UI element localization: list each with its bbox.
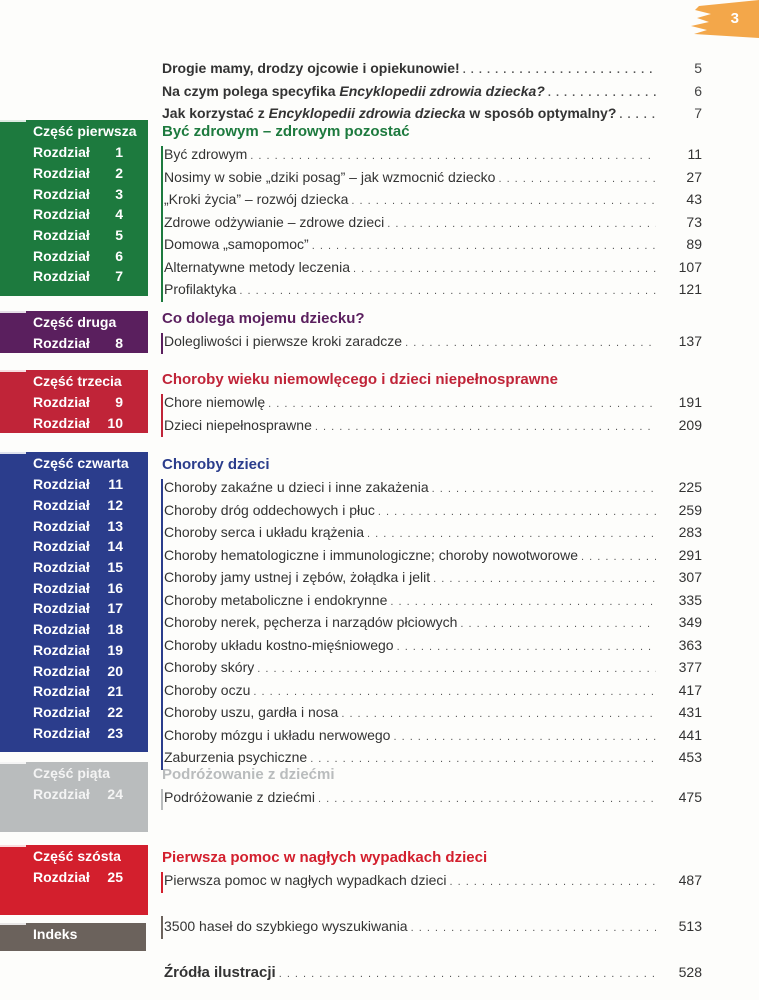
toc-title: Choroby nerek, pęcherza i narządów płciowych <box>164 614 458 630</box>
section-body <box>162 962 702 985</box>
section-rule <box>161 872 163 893</box>
toc-row[interactable] <box>164 870 702 893</box>
page-ref: 417 <box>678 681 702 698</box>
leader-dots <box>268 394 656 415</box>
section-heading: Co dolega mojemu dziecku? <box>162 310 365 327</box>
page-ref: 335 <box>678 591 702 608</box>
leader-dots <box>397 637 656 658</box>
chapter-word: Rozdział <box>33 703 90 720</box>
sidebar-stub <box>0 311 26 313</box>
chapter-number: 2 <box>115 165 123 182</box>
part-title: Część szósta <box>33 848 121 864</box>
sidebar-stub <box>0 923 26 925</box>
leader-dots <box>463 60 656 81</box>
intro-row[interactable] <box>162 81 702 104</box>
toc-title: Choroby oczu <box>164 681 251 698</box>
toc-row[interactable] <box>164 657 702 680</box>
page-ref: 137 <box>678 333 702 349</box>
chapter-number: 13 <box>107 517 123 534</box>
chapter-word: Rozdział <box>33 335 90 352</box>
chapter-number: 24 <box>107 786 123 803</box>
chapter-label[interactable] <box>0 183 148 204</box>
leader-dots <box>341 704 656 725</box>
chapter-number: 21 <box>107 683 123 700</box>
toc-title: Choroby mózgu i układu nerwowego <box>164 726 391 743</box>
toc-title: Dzieci niepełnosprawne <box>164 416 312 433</box>
leader-dots <box>353 259 656 280</box>
leader-dots <box>432 479 656 500</box>
leader-dots <box>250 146 656 167</box>
toc-title: Zaburzenia psychiczne <box>164 749 308 765</box>
section-s6 <box>162 848 702 893</box>
toc-title: Choroby skóry <box>164 659 255 675</box>
page-ref: 283 <box>678 524 702 540</box>
toc-row[interactable] <box>164 189 702 212</box>
chapter-word: Rozdział <box>33 869 90 886</box>
chapter-label[interactable] <box>0 333 148 354</box>
leader-dots <box>239 281 656 302</box>
leader-dots <box>312 236 656 257</box>
toc-title: Choroby serca i układu krążenia <box>164 524 364 540</box>
page-ref: 528 <box>678 964 702 980</box>
toc-title: 3500 haseł do szybkiego wyszukiwania <box>164 918 408 934</box>
chapter-label[interactable] <box>0 225 148 246</box>
leader-dots <box>367 524 656 545</box>
toc-row[interactable] <box>164 500 702 523</box>
chapter-word: Rozdział <box>33 621 90 638</box>
leader-dots <box>433 569 656 590</box>
chapter-label[interactable] <box>0 598 148 619</box>
toc-row[interactable] <box>164 415 702 438</box>
chapter-label[interactable] <box>0 640 148 661</box>
toc-row[interactable] <box>164 567 702 590</box>
chapter-label[interactable] <box>0 867 148 888</box>
toc-title: „Kroki życia” – rozwój dziecka <box>164 191 349 207</box>
leader-dots <box>460 614 656 635</box>
intro-title: Drogie mamy, drodzy ojcowie i opiekunowie! <box>162 60 460 76</box>
leader-dots <box>351 191 656 212</box>
page-ref: 121 <box>678 281 702 297</box>
chapter-label[interactable] <box>0 660 148 681</box>
leader-dots <box>253 682 656 703</box>
chapter-label[interactable] <box>0 702 148 723</box>
toc-row[interactable] <box>164 590 702 613</box>
part-title: Indeks <box>33 926 78 942</box>
section-s1 <box>162 122 702 302</box>
chapter-word: Rozdział <box>33 579 90 596</box>
toc-row[interactable] <box>164 167 702 190</box>
chapter-word: Rozdział <box>33 641 90 658</box>
toc-row[interactable] <box>164 257 702 280</box>
chapter-number: 16 <box>107 579 123 596</box>
sidebar-part4-box[interactable] <box>0 452 148 752</box>
chapter-word: Rozdział <box>33 247 90 264</box>
toc-row[interactable] <box>164 279 702 302</box>
page-ref: 475 <box>678 789 702 805</box>
page-ref: 27 <box>686 168 702 185</box>
section-s3 <box>162 370 702 437</box>
toc-title: Profilaktyka <box>164 281 237 297</box>
chapter-word: Rozdział <box>33 559 90 576</box>
section-s7 <box>162 916 702 939</box>
page-ref: 307 <box>678 569 702 585</box>
toc-title: Choroby jamy ustnej i zębów, żołądka i jelit <box>164 569 431 585</box>
leader-dots <box>387 214 656 235</box>
chapter-label[interactable] <box>0 163 148 184</box>
leader-dots <box>581 547 656 568</box>
toc-title: Domowa „samopomoc” <box>164 236 309 252</box>
chapter-number: 23 <box>107 724 123 741</box>
chapter-label[interactable] <box>0 681 148 702</box>
toc-title: Dolegliwości i pierwsze kroki zaradcze <box>164 333 403 349</box>
chapter-word: Rozdział <box>33 724 90 741</box>
page-ref: 291 <box>678 546 702 563</box>
leader-dots <box>393 727 656 748</box>
sidebar-stub <box>0 762 26 764</box>
sidebar-part3-box[interactable] <box>0 370 148 433</box>
chapter-label[interactable] <box>0 536 148 557</box>
chapter-label[interactable] <box>0 204 148 225</box>
toc-row[interactable] <box>164 392 702 415</box>
section-rule <box>161 146 163 302</box>
chapter-label[interactable] <box>0 392 148 413</box>
chapter-word: Rozdział <box>33 268 90 285</box>
chapter-label[interactable] <box>0 722 148 743</box>
toc-title: Chore niemowlę <box>164 394 266 410</box>
section-heading: Choroby wieku niemowlęcego i dzieci niepełnosprawne <box>162 371 558 388</box>
page-ref: 43 <box>686 191 702 207</box>
chapter-label[interactable] <box>0 266 148 287</box>
section-body <box>162 916 702 939</box>
chapter-word: Rozdział <box>33 538 90 555</box>
toc-row[interactable] <box>164 612 702 635</box>
leader-dots <box>390 592 656 613</box>
chapter-number: 3 <box>115 185 123 202</box>
chapter-number: 14 <box>107 538 123 555</box>
intro-row[interactable] <box>162 58 702 81</box>
page-ref: 89 <box>686 236 702 252</box>
chapter-word: Rozdział <box>33 600 90 617</box>
chapter-number: 4 <box>115 206 123 223</box>
page-ref: 513 <box>678 918 702 934</box>
section-body <box>162 477 702 770</box>
toc-row[interactable] <box>164 477 702 500</box>
chapter-word: Rozdział <box>33 662 90 679</box>
chapter-word: Rozdział <box>33 497 90 514</box>
intro-block <box>162 58 702 126</box>
toc-row[interactable] <box>164 916 702 939</box>
page-ref: 73 <box>686 213 702 230</box>
section-body <box>162 870 702 893</box>
chapter-word: Rozdział <box>33 227 90 244</box>
toc-title: Pierwsza pomoc w nagłych wypadkach dzieci <box>164 872 447 888</box>
chapter-label[interactable] <box>0 142 148 163</box>
chapter-word: Rozdział <box>33 206 90 223</box>
leader-dots <box>279 964 656 985</box>
toc-title: Choroby układu kostno-mięśniowego <box>164 636 394 653</box>
toc-row[interactable] <box>164 962 702 985</box>
sidebar-stub <box>0 120 26 122</box>
chapter-label[interactable] <box>0 557 148 578</box>
toc-title: Zdrowe odżywianie – zdrowe dzieci <box>164 213 385 230</box>
chapter-number: 25 <box>107 869 123 886</box>
page-ref: 6 <box>694 82 702 99</box>
page-ref: 487 <box>678 872 702 888</box>
chapter-label[interactable] <box>0 619 148 640</box>
section-rule <box>161 789 163 810</box>
chapter-number: 11 <box>108 476 123 493</box>
section-heading: Podróżowanie z dziećmi <box>162 766 335 783</box>
leader-dots <box>449 872 656 893</box>
chapter-number: 8 <box>115 335 123 352</box>
leader-dots <box>315 417 656 438</box>
leader-dots <box>378 502 656 523</box>
chapter-word: Rozdział <box>33 165 90 182</box>
section-body <box>162 392 702 437</box>
section-body <box>162 144 702 302</box>
chapter-number: 9 <box>115 394 123 411</box>
toc-row[interactable] <box>164 545 702 568</box>
part-title: Część piąta <box>33 765 111 781</box>
section-body <box>162 331 702 354</box>
chapter-label[interactable] <box>0 245 148 266</box>
chapter-label[interactable] <box>0 515 148 536</box>
page-ref: 225 <box>678 479 702 495</box>
chapter-number: 17 <box>107 600 123 617</box>
page-ref: 11 <box>687 146 702 162</box>
chapter-word: Rozdział <box>33 415 90 432</box>
toc-title: Podróżowanie z dziećmi <box>164 789 315 805</box>
section-s5 <box>162 765 702 810</box>
chapter-label[interactable] <box>0 474 148 495</box>
section-rule <box>161 394 163 437</box>
chapter-word: Rozdział <box>33 394 90 411</box>
toc-title: Źródła ilustracji <box>164 964 276 981</box>
chapter-word: Rozdział <box>33 786 90 803</box>
toc-row[interactable] <box>164 234 702 257</box>
chapter-number: 10 <box>107 415 123 432</box>
toc-row[interactable] <box>164 787 702 810</box>
toc-title: Choroby metaboliczne i endokrynne <box>164 591 388 608</box>
part-title: Część druga <box>33 314 117 330</box>
page-ref: 377 <box>678 659 702 675</box>
leader-dots <box>411 918 656 939</box>
section-heading: Choroby dzieci <box>162 456 270 473</box>
chapter-label[interactable] <box>0 577 148 598</box>
toc-row[interactable] <box>164 702 702 725</box>
page-ref: 453 <box>678 749 702 765</box>
section-s8 <box>162 962 702 985</box>
page-ref: 209 <box>678 416 702 433</box>
sidebar-stub <box>0 370 26 372</box>
chapter-number: 5 <box>115 227 123 244</box>
chapter-label[interactable] <box>0 784 148 805</box>
chapter-word: Rozdział <box>33 144 90 161</box>
page-ref: 191 <box>678 394 702 410</box>
page-corner-brush <box>689 0 759 40</box>
page-ref: 259 <box>678 501 702 518</box>
toc-title: Choroby dróg oddechowych i płuc <box>164 501 375 518</box>
sidebar-stub <box>0 452 26 454</box>
toc-row[interactable] <box>164 635 702 658</box>
leader-dots <box>405 333 656 354</box>
leader-dots <box>498 169 656 190</box>
page-ref: 431 <box>678 704 702 720</box>
intro-title: Jak korzystać z Encyklopedii zdrowia dziecka w sposób optymalny? <box>162 105 617 121</box>
chapter-number: 19 <box>107 641 123 658</box>
chapter-label[interactable] <box>0 495 148 516</box>
toc-title: Nosimy w sobie „dziki posag” – jak wzmocnić dziecko <box>164 168 496 185</box>
toc-row[interactable] <box>164 725 702 748</box>
chapter-number: 20 <box>107 662 123 679</box>
toc-row[interactable] <box>164 680 702 703</box>
part-title: Część trzecia <box>33 373 122 389</box>
section-s2 <box>162 309 702 354</box>
toc-row[interactable] <box>164 522 702 545</box>
page-ref: 349 <box>678 614 702 630</box>
section-rule <box>161 479 163 770</box>
page-ref: 107 <box>678 258 702 275</box>
toc-title: Choroby uszu, gardła i nosa <box>164 704 339 720</box>
chapter-number: 18 <box>107 621 123 638</box>
part-title: Część pierwsza <box>33 123 137 139</box>
section-body <box>162 787 702 810</box>
chapter-number: 22 <box>107 703 123 720</box>
part-title: Część czwarta <box>33 455 129 471</box>
toc-title: Choroby hematologiczne i immunologiczne; choroby nowotworowe <box>164 546 578 563</box>
chapter-word: Rozdział <box>33 517 90 534</box>
toc-row[interactable] <box>164 144 702 167</box>
page-ref: 363 <box>678 636 702 653</box>
section-rule <box>161 333 163 354</box>
chapter-number: 6 <box>115 247 123 264</box>
toc-title: Być zdrowym <box>164 146 248 162</box>
section-s4 <box>162 455 702 770</box>
section-rule <box>161 916 163 939</box>
section-heading: Być zdrowym – zdrowym pozostać <box>162 123 410 140</box>
chapter-word: Rozdział <box>33 185 90 202</box>
chapter-word: Rozdział <box>33 683 90 700</box>
leader-dots <box>548 83 656 104</box>
chapter-number: 7 <box>115 268 123 285</box>
section-heading: Pierwsza pomoc w nagłych wypadkach dzieci <box>162 849 488 866</box>
chapter-number: 12 <box>107 497 123 514</box>
sidebar-index-box[interactable] <box>0 923 146 951</box>
toc-row[interactable] <box>164 212 702 235</box>
toc-title: Choroby zakaźne u dzieci i inne zakażenia <box>164 479 429 495</box>
page-number: 3 <box>730 10 739 27</box>
chapter-number: 15 <box>107 559 123 576</box>
sidebar-stub <box>0 845 26 847</box>
sidebar-part2-box[interactable] <box>0 311 148 353</box>
leader-dots <box>318 789 656 810</box>
chapter-word: Rozdział <box>33 476 90 493</box>
sidebar-part5-box[interactable] <box>0 762 148 832</box>
chapter-number: 1 <box>115 144 123 161</box>
leader-dots <box>257 659 656 680</box>
toc-row[interactable] <box>164 331 702 354</box>
page-ref: 7 <box>694 105 702 121</box>
sidebar-part1-box[interactable] <box>0 120 148 296</box>
sidebar-part6-box[interactable] <box>0 845 148 915</box>
intro-title: Na czym polega specyfika Encyklopedii zdrowia dziecka? <box>162 82 545 99</box>
chapter-label[interactable] <box>0 413 148 434</box>
page-ref: 5 <box>694 60 702 76</box>
toc-title: Alternatywne metody leczenia <box>164 258 350 275</box>
page-ref: 441 <box>678 726 702 743</box>
